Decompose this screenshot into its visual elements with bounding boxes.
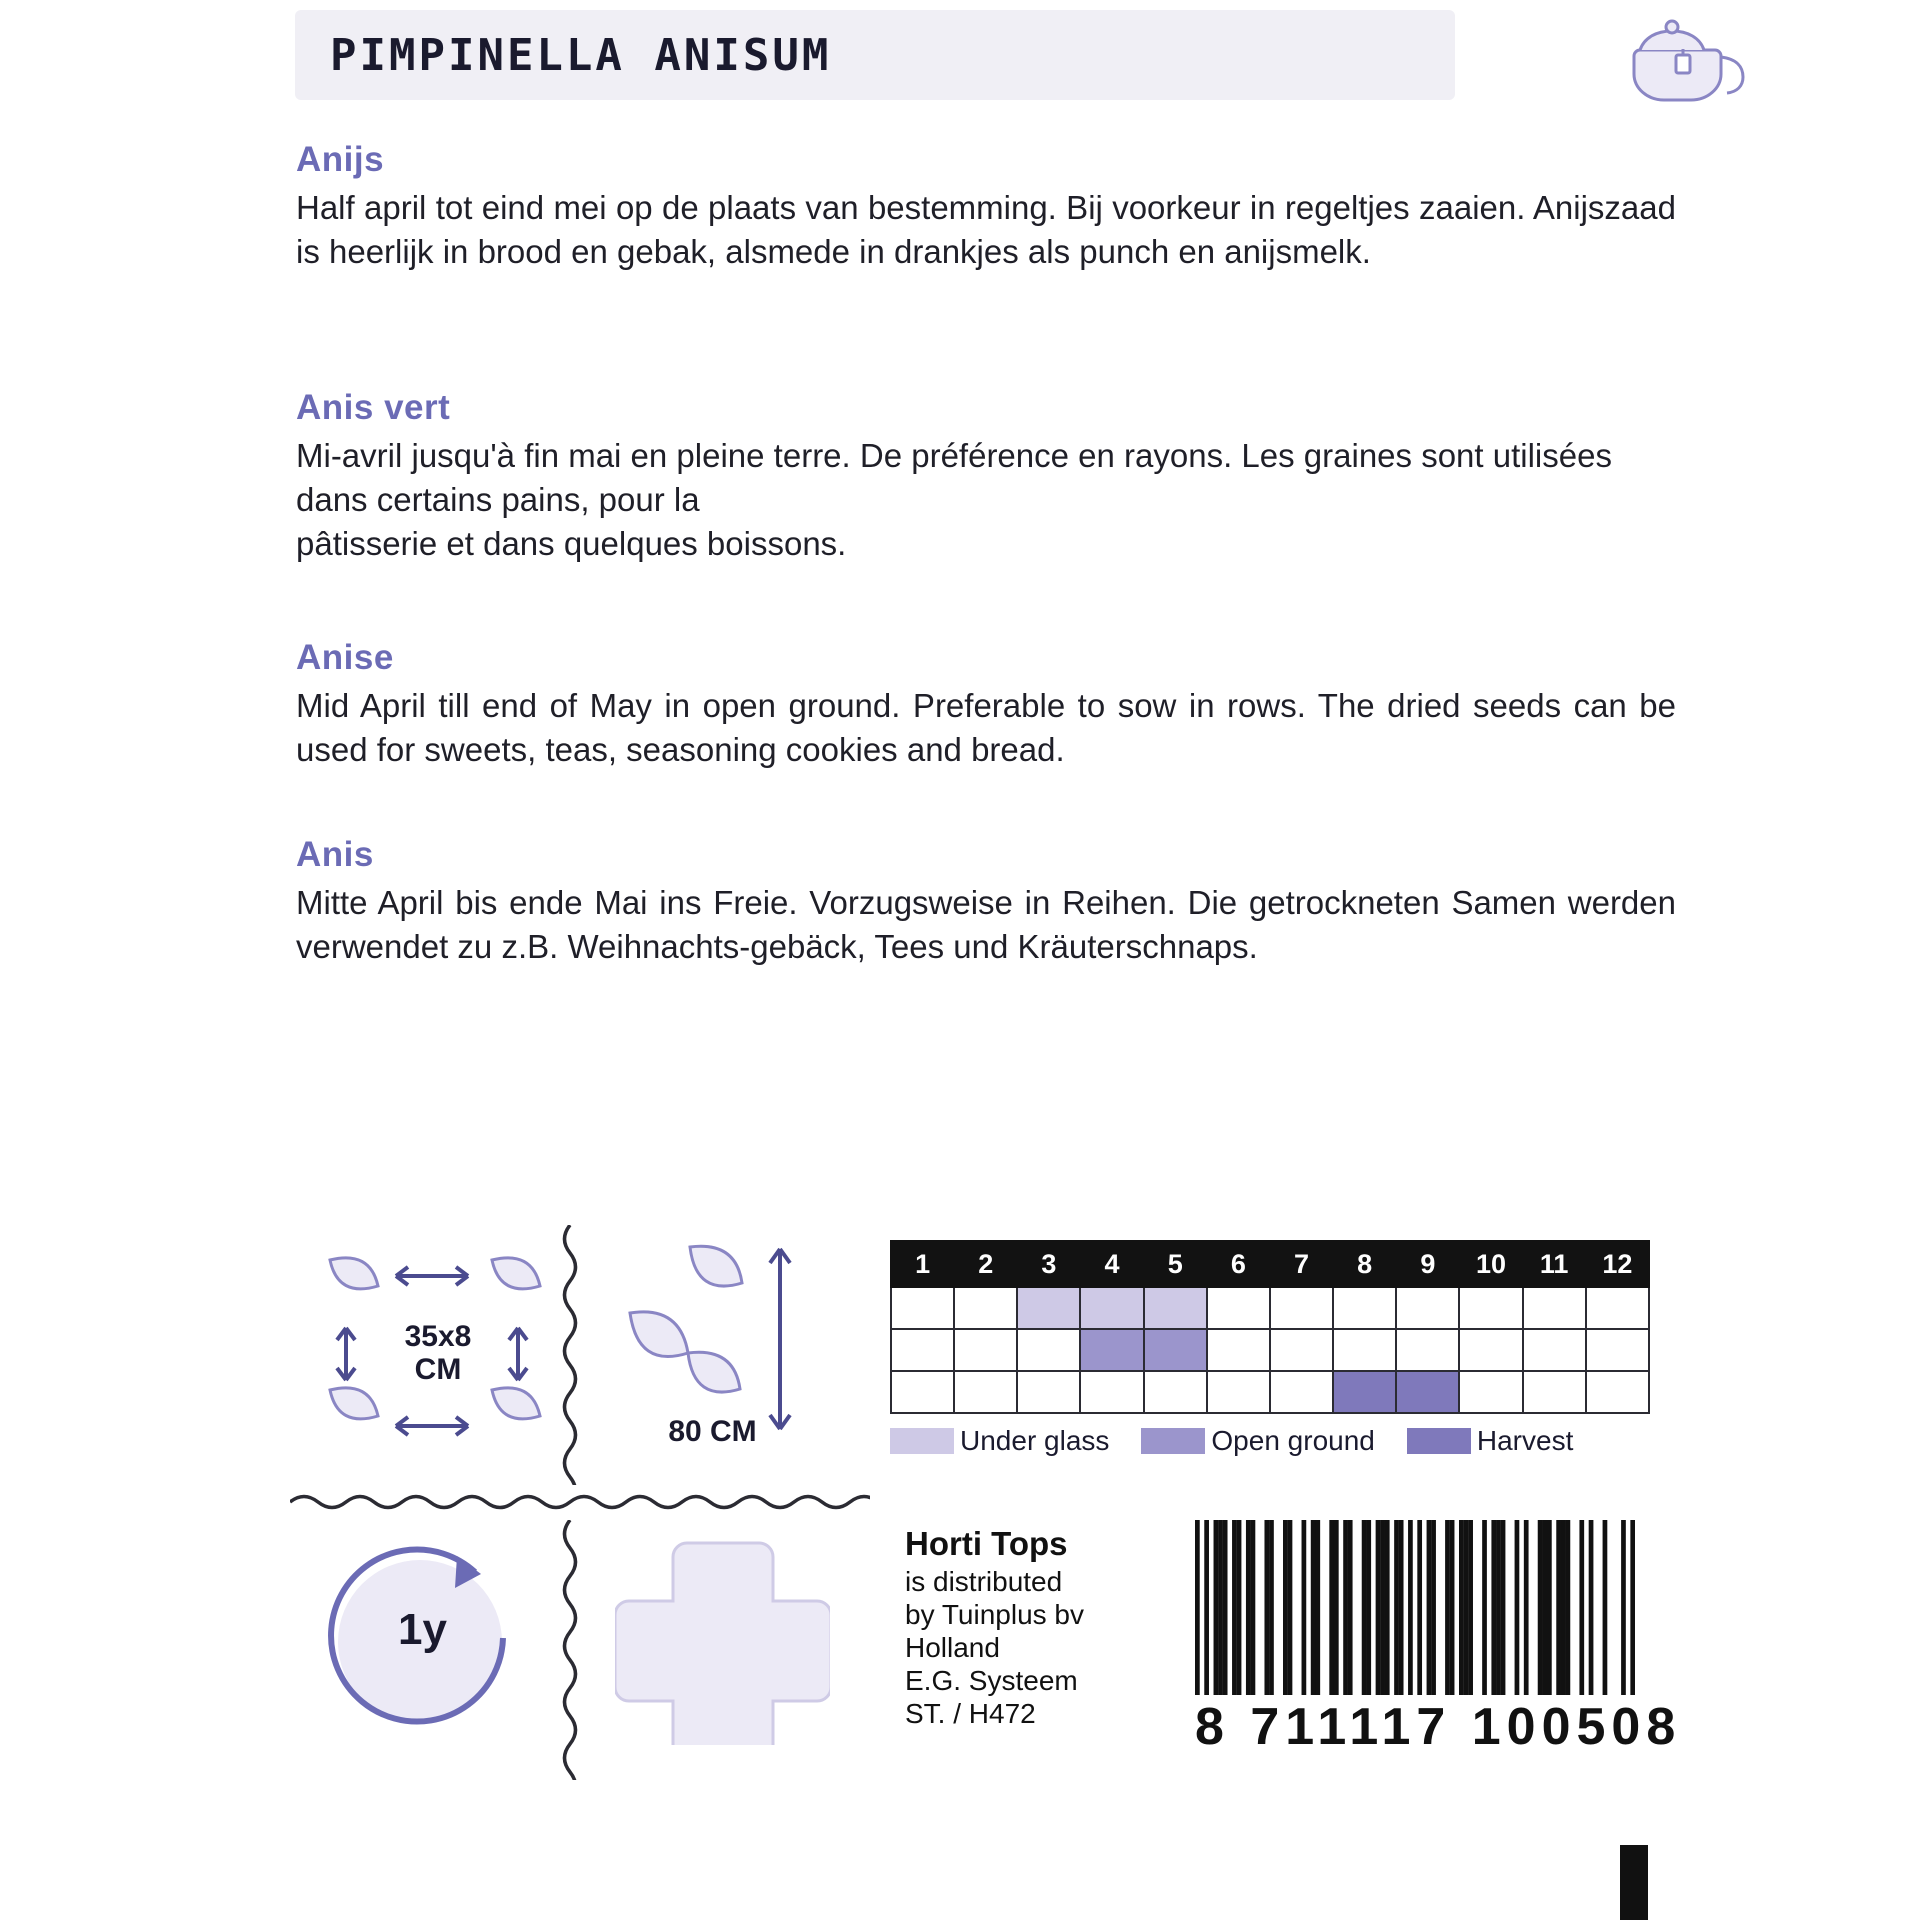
section-de xyxy=(296,835,1676,969)
section-nl xyxy=(296,140,1676,274)
calendar-cell xyxy=(1459,1371,1522,1413)
wave-divider-horizontal-top xyxy=(290,1490,870,1514)
brand-line: is distributed xyxy=(905,1566,1063,1597)
calendar-cell xyxy=(1586,1371,1649,1413)
calendar-cell xyxy=(1396,1329,1459,1371)
calendar-header-row xyxy=(891,1241,1649,1287)
calendar-cell xyxy=(1333,1371,1396,1413)
calendar-row-under-glass xyxy=(891,1287,1649,1329)
calendar-cell xyxy=(1459,1287,1522,1329)
barcode-number: 8 711117 100508 xyxy=(1195,1698,1682,1756)
month-header: 3 xyxy=(1017,1241,1080,1287)
calendar-cell xyxy=(1586,1287,1649,1329)
legend-label: Open ground xyxy=(1211,1425,1375,1456)
calendar-cell xyxy=(954,1329,1017,1371)
spacing-unit: CM xyxy=(414,1353,462,1386)
month-header: 4 xyxy=(1080,1241,1143,1287)
section-de-body: Mitte April bis ende Mai ins Freie. Vorzugsweise in Reihen. Die getrockneten Samen werden verwendet zu z.B. Weihnachts-gebäck, Tees und Kräuterschnaps. xyxy=(296,884,1676,965)
section-fr xyxy=(296,388,1676,566)
month-header: 7 xyxy=(1270,1241,1333,1287)
calendar-cell xyxy=(1080,1371,1143,1413)
brand-line: Holland xyxy=(905,1632,1000,1664)
sowing-calendar xyxy=(890,1240,1650,1414)
legend-swatch xyxy=(1141,1428,1205,1454)
calendar-cell xyxy=(1270,1371,1333,1413)
spacing-value: 35x8 xyxy=(404,1320,472,1353)
legend-item-harvest xyxy=(1407,1425,1605,1457)
calendar-cell xyxy=(1396,1371,1459,1413)
calendar-cell xyxy=(954,1287,1017,1329)
calendar-cell xyxy=(1270,1329,1333,1371)
month-header: 2 xyxy=(954,1241,1017,1287)
calendar-cell xyxy=(1017,1287,1080,1329)
calendar-cell xyxy=(1144,1329,1207,1371)
sowing-calendar-table xyxy=(890,1240,1650,1414)
section-en xyxy=(296,638,1676,772)
section-en-heading: Anise xyxy=(296,638,394,677)
calendar-cell xyxy=(891,1329,954,1371)
calendar-cell xyxy=(1333,1329,1396,1371)
legend-swatch xyxy=(1407,1428,1471,1454)
calendar-cell xyxy=(1144,1371,1207,1413)
calendar-cell xyxy=(1207,1371,1270,1413)
month-header: 12 xyxy=(1586,1241,1649,1287)
legend-item-under-glass xyxy=(890,1425,1141,1457)
calendar-cell xyxy=(1207,1329,1270,1371)
legend-swatch xyxy=(890,1428,954,1454)
section-fr-body: Mi-avril jusqu'à fin mai en pleine terre. De préférence en rayons. Les graines sont utilisées dans certains pains, pour la xyxy=(296,437,1612,518)
section-nl-body: Half april tot eind mei op de plaats van bestemming. Bij voorkeur in regeltjes zaaien. Anijszaad is heerlijk in brood en gebak, alsmede in drankjes als punch en anijsmelk. xyxy=(296,189,1676,270)
month-header: 10 xyxy=(1459,1241,1522,1287)
calendar-cell xyxy=(1017,1329,1080,1371)
calendar-cell xyxy=(891,1287,954,1329)
calendar-cell xyxy=(1017,1371,1080,1413)
print-corner-mark xyxy=(1620,1845,1648,1920)
section-fr-heading: Anis vert xyxy=(296,388,451,427)
calendar-row-open-ground xyxy=(891,1329,1649,1371)
calendar-cell xyxy=(1396,1287,1459,1329)
calendar-body xyxy=(891,1287,1649,1413)
calendar-cell xyxy=(1459,1329,1522,1371)
brand-line: E.G. Systeem xyxy=(905,1665,1078,1697)
calendar-cell xyxy=(1207,1287,1270,1329)
calendar-cell xyxy=(1333,1287,1396,1329)
calendar-cell xyxy=(1523,1287,1586,1329)
brand-block xyxy=(905,1525,1185,1730)
month-header: 9 xyxy=(1396,1241,1459,1287)
month-header: 1 xyxy=(891,1241,954,1287)
section-en-body: Mid April till end of May in open ground. Preferable to sow in rows. The dried seeds can be used for sweets, teas, seasoning cookies and bread. xyxy=(296,687,1676,768)
calendar-cell xyxy=(1080,1329,1143,1371)
lifecycle-label: 1y xyxy=(398,1605,447,1654)
plant-height-label: 80 CM xyxy=(668,1415,757,1448)
month-header: 8 xyxy=(1333,1241,1396,1287)
plus-cross-icon xyxy=(615,1535,830,1745)
calendar-cell xyxy=(1523,1329,1586,1371)
plant-spacing-label xyxy=(368,1320,508,1386)
brand-line: by Tuinplus bv xyxy=(905,1599,1084,1631)
calendar-cell xyxy=(1270,1287,1333,1329)
calendar-cell xyxy=(1144,1287,1207,1329)
legend-item-open-ground xyxy=(1141,1425,1406,1457)
barcode-block xyxy=(1195,1520,1682,1757)
brand-line: ST. / H472 xyxy=(905,1698,1036,1730)
barcode-icon xyxy=(1195,1520,1635,1695)
section-fr-body-2: pâtisserie et dans quelques boissons. xyxy=(296,524,847,562)
wave-divider-vertical-top xyxy=(557,1225,583,1485)
month-header: 11 xyxy=(1523,1241,1586,1287)
section-de-heading: Anis xyxy=(296,835,374,874)
calendar-cell xyxy=(954,1371,1017,1413)
calendar-cell xyxy=(1586,1329,1649,1371)
wave-divider-vertical-bottom xyxy=(557,1520,583,1780)
calendar-legend xyxy=(890,1425,1660,1457)
page-title: PIMPINELLA ANISUM xyxy=(330,30,832,81)
calendar-cell xyxy=(891,1371,954,1413)
section-nl-heading: Anijs xyxy=(296,140,385,179)
calendar-row-harvest xyxy=(891,1371,1649,1413)
legend-label: Harvest xyxy=(1476,1425,1574,1456)
brand-name: Horti Tops xyxy=(905,1525,1068,1562)
calendar-cell xyxy=(1523,1371,1586,1413)
calendar-cell xyxy=(1080,1287,1143,1329)
month-header: 6 xyxy=(1207,1241,1270,1287)
teapot-icon xyxy=(1610,5,1760,115)
legend-label: Under glass xyxy=(960,1425,1110,1456)
month-header: 5 xyxy=(1144,1241,1207,1287)
